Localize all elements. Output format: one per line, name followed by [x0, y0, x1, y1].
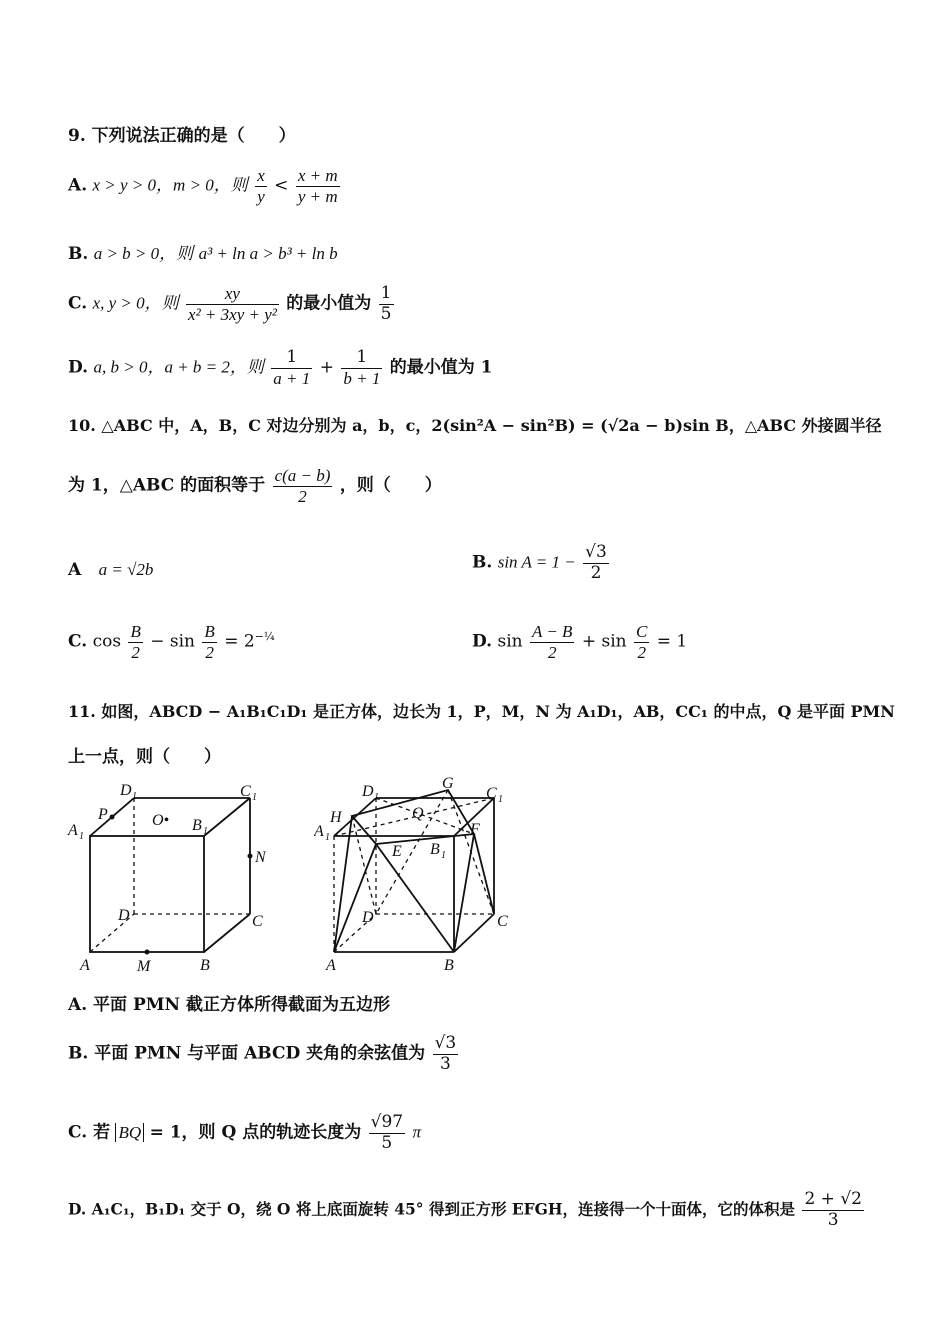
q11-option-a: A. 平面 PMN 截正方体所得截面为五边形 — [68, 995, 391, 1015]
q11-option-b: B. 平面 PMN 与平面 ABCD 夹角的余弦值为 $\frac{√3}{3}$ — [68, 1033, 457, 1074]
svg-text:1: 1 — [441, 850, 446, 861]
svg-text:E: E — [392, 843, 402, 860]
point-m — [145, 950, 150, 955]
q9-stem: 9. 下列说法正确的是（ ） — [68, 126, 296, 146]
q10-stem-line1: 10. △ABC 中，A，B，C 对边分别为 a，b，c，2(sin²A − sin²B) = (√2a − b)sin B，△ABC 外接圆半径 — [68, 416, 882, 435]
point-p — [110, 815, 115, 820]
svg-text:A: A — [68, 822, 78, 839]
svg-text:B: B — [430, 841, 440, 858]
svg-text:1: 1 — [132, 791, 137, 802]
svg-text:C: C — [497, 913, 508, 930]
q10-stem-line2: 为 1，△ABC 的面积等于 $\frac{c(a - b)}{2}$ ，则（ ） — [68, 466, 442, 506]
svg-text:D: D — [362, 909, 374, 926]
q9-option-a: A. x > y > 0，m > 0，则 $\frac{x}{y}$ < $\frac{x + m}{y + m}$ — [68, 166, 338, 206]
q10-option-c: C. cos $\frac{B}{2}$ − sin $\frac{B}{2}$ = $2^{-\frac{1}{4}}$ — [68, 622, 275, 662]
svg-text:C: C — [486, 785, 497, 802]
svg-text:D: D — [362, 783, 374, 800]
svg-text:D: D — [118, 907, 130, 924]
svg-text:1: 1 — [79, 831, 84, 842]
svg-text:D: D — [120, 782, 132, 799]
svg-text:M: M — [137, 958, 151, 975]
svg-text:H: H — [330, 809, 342, 826]
q10-option-a: A a = √2b — [68, 560, 154, 580]
svg-text:Q: Q — [412, 805, 424, 822]
figure-decahedron — [314, 776, 534, 976]
q10-option-b: B. sin A = 1 − $\frac{√3}{2}$ — [472, 542, 607, 583]
svg-text:B: B — [192, 817, 202, 834]
svg-text:B: B — [444, 957, 454, 974]
q9-option-c: C. x, y > 0，则 $\frac{xy}{\text{x² + 3xy + y²}}$ 的最小值为 $\frac{1}{5}$ — [68, 283, 392, 324]
q11-option-c: C. 若 BQ = 1，则 Q 点的轨迹长度为 $\frac{√97}{5}$ π — [68, 1112, 422, 1153]
q9-option-d: D. a, b > 0，a + b = 2，则 $\frac{1}{a + 1}$ + $\frac{1}{b + 1}$ 的最小值为 1 — [68, 347, 493, 388]
svg-text:P: P — [98, 806, 108, 823]
svg-text:C: C — [252, 913, 263, 930]
q11-stem-line1: 11. 如图，ABCD − A₁B₁C₁D₁ 是正方体，边长为 1，P，M，N 为 A₁D₁，AB，CC₁ 的中点，Q 是平面 PMN — [68, 702, 895, 721]
svg-text:A: A — [314, 823, 324, 840]
svg-text:N: N — [255, 849, 266, 866]
point-n — [248, 854, 253, 859]
svg-text:C: C — [240, 783, 251, 800]
svg-text:1: 1 — [325, 832, 330, 843]
q11-option-d: D. A₁C₁，B₁D₁ 交于 O，绕 O 将上底面旋转 45° 得到正方形 EFGH，连接得一个十面体，它的体积是 $\frac{2 + √2}{3}$ — [68, 1189, 862, 1230]
svg-text:1: 1 — [203, 826, 208, 837]
q11-stem-line2: 上一点，则（ ） — [68, 747, 221, 767]
svg-text:O•: O• — [152, 812, 170, 829]
svg-text:G: G — [442, 776, 454, 792]
q9-option-b: B. a > b > 0，则 a³ + ln a > b³ + ln b — [68, 244, 338, 264]
svg-text:A: A — [326, 957, 336, 974]
q10-option-d: D. sin $\frac{A - B}{2}$ + sin $\frac{C}{2}$ = 1 — [472, 622, 688, 662]
svg-text:1: 1 — [374, 792, 379, 803]
svg-text:1: 1 — [252, 792, 257, 803]
svg-text:F: F — [470, 821, 480, 838]
svg-text:1: 1 — [498, 794, 503, 805]
svg-text:B: B — [200, 957, 210, 974]
figure-cube — [62, 778, 292, 978]
svg-text:A: A — [80, 957, 90, 974]
